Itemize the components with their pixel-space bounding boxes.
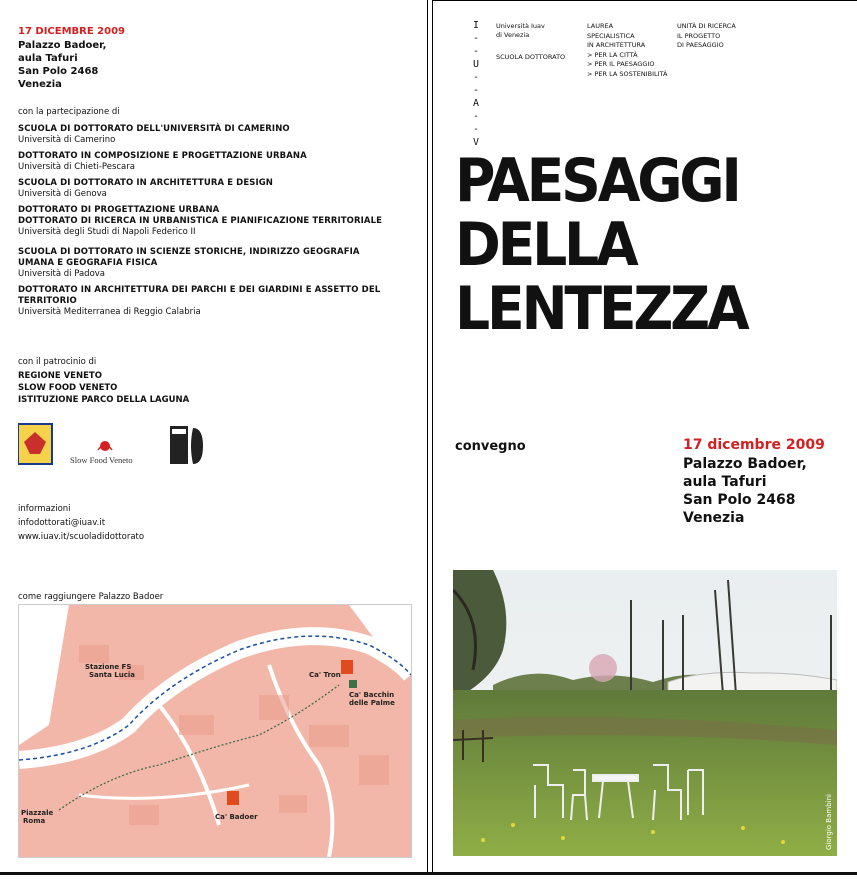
venue-line: San Polo 2468 [683, 492, 796, 508]
left-page [0, 0, 428, 872]
map-caption: come raggiungere Palazzo Badoer [18, 592, 164, 602]
laurea-line: SPECIALISTICA [587, 31, 635, 40]
uni-line: Università Iuav [496, 22, 545, 30]
venue-line: Palazzo Badoer, [683, 456, 807, 472]
photo-credit: Giorgio Bambini [825, 794, 833, 850]
org-item [18, 247, 418, 280]
unita-block [677, 22, 736, 51]
iuav-university [496, 22, 545, 40]
org-item [18, 151, 418, 173]
slow-food-logo [70, 441, 133, 465]
ca-bacchin-marker [349, 680, 357, 688]
left-venue [18, 39, 106, 91]
logo-letter: V [472, 137, 480, 148]
logo-dash: - - [472, 33, 480, 57]
info-email[interactable]: infodottorati@iuav.it [18, 518, 106, 528]
school-label: SCUOLA DOTTORATO [496, 53, 566, 61]
org-university: Università di Padova [18, 269, 106, 279]
map-label-tron: Ca' Tron [309, 671, 341, 679]
map-label-piazzale: Roma [23, 817, 46, 825]
map-label-bacchin: Ca' Bacchin [349, 691, 395, 699]
laurea-line: LAUREA [587, 22, 614, 30]
logo-letter: I [472, 20, 480, 31]
org-name: UMANA E GEOGRAFIA FISICA [18, 258, 158, 268]
regione-veneto-logo [18, 424, 52, 464]
org-item [18, 285, 418, 318]
patron: SLOW FOOD VENETO [18, 383, 118, 393]
ca-badoer-marker [227, 791, 239, 805]
laurea-block [587, 22, 667, 79]
patronage-list [18, 370, 189, 406]
org-university: Università degli Studi di Napoli Federico II [18, 227, 196, 237]
right-venue [683, 455, 807, 527]
parco-laguna-logo [170, 426, 203, 464]
map-svg [19, 605, 411, 857]
patron: REGIONE VENETO [18, 371, 102, 381]
bottom-rule [0, 872, 857, 875]
org-university: Università di Genova [18, 189, 107, 199]
right-date: 17 dicembre 2009 [683, 437, 825, 453]
laurea-line: IN ARCHITETTURA [587, 41, 646, 49]
org-name: DOTTORATO IN ARCHITETTURA DEI PARCHI E DEI GIARDINI E ASSETTO DEL TERRITORIO [18, 285, 381, 306]
title-line: DELLA [455, 210, 636, 280]
logo-letter: A [472, 98, 480, 109]
unita-line: DI PAESAGGIO [677, 41, 724, 49]
title-line: PAESAGGI [455, 146, 739, 216]
venue-line: aula Tafuri [18, 53, 78, 64]
uni-line: di Venezia [496, 31, 530, 39]
org-list [18, 124, 418, 323]
info-url[interactable]: www.iuav.it/scuoladidottorato [18, 532, 145, 542]
logos-svg [18, 420, 238, 470]
logo-dash: - - [472, 111, 480, 135]
venue-line: Palazzo Badoer, [18, 40, 107, 51]
org-name: SCUOLA DI DOTTORATO DELL'UNIVERSITÀ DI CAMERINO [18, 124, 290, 134]
map-label-bacchin: delle Palme [349, 699, 395, 707]
participation-label: con la partecipazione di [18, 107, 120, 117]
patron: ISTITUZIONE PARCO DELLA LAGUNA [18, 395, 190, 405]
org-name: DOTTORATO IN COMPOSIZIONE E PROGETTAZIONE URBANA [18, 151, 307, 161]
laurea-line: > PER IL PAESAGGIO [587, 60, 655, 68]
info-label: informazioni [18, 504, 71, 514]
org-university: Università di Camerino [18, 135, 116, 145]
org-university: Università di Chieti-Pescara [18, 162, 135, 172]
logo-letter: U [472, 59, 480, 70]
slow-food-text: Slow Food Veneto [70, 455, 133, 465]
org-university: Università Mediterranea di Reggio Calabria [18, 307, 201, 317]
iuav-logo [469, 19, 483, 149]
patronage-label: con il patrocinio di [18, 357, 97, 367]
map-label-badoer: Ca' Badoer [215, 813, 258, 821]
laurea-line: > PER LA SOSTENIBILITÀ [587, 69, 668, 78]
right-page [432, 0, 857, 873]
map-label-stazione: Stazione FS [85, 663, 132, 671]
convegno-label: convegno [455, 439, 526, 454]
org-item [18, 205, 418, 238]
logo-row [18, 420, 228, 470]
org-name: DOTTORATO DI PROGETTAZIONE URBANA [18, 205, 220, 215]
org-name: SCUOLA DI DOTTORATO IN SCIENZE STORICHE, INDIRIZZO GEOGRAFIA [18, 247, 360, 257]
venue-line: San Polo 2468 [18, 66, 99, 77]
left-date: 17 DICEMBRE 2009 [18, 26, 126, 37]
org-item [18, 124, 418, 146]
venue-line: Venezia [18, 79, 62, 90]
unita-line: UNITÀ DI RICERCA [677, 22, 736, 30]
org-name: SCUOLA DI DOTTORATO IN ARCHITETTURA E DESIGN [18, 178, 274, 188]
venue-line: Venezia [683, 510, 745, 526]
org-name: DOTTORATO DI RICERCA IN URBANISTICA E PIANIFICAZIONE TERRITORIALE [18, 216, 382, 226]
ca-tron-marker [341, 660, 353, 674]
map-label-stazione: Santa Lucia [89, 671, 135, 679]
unita-line: IL PROGETTO [677, 31, 721, 40]
laurea-line: > PER LA CITTÀ [587, 50, 638, 59]
photo-svg [453, 570, 837, 856]
title-line: LENTEZZA [455, 274, 747, 344]
info-block [18, 502, 144, 544]
map-label-piazzale: Piazzale [21, 809, 54, 817]
venue-line: aula Tafuri [683, 474, 767, 490]
main-title [455, 146, 747, 344]
garden-photo [453, 570, 837, 856]
logo-dash: - - [472, 72, 480, 96]
venice-map [18, 604, 412, 858]
org-item [18, 178, 418, 200]
